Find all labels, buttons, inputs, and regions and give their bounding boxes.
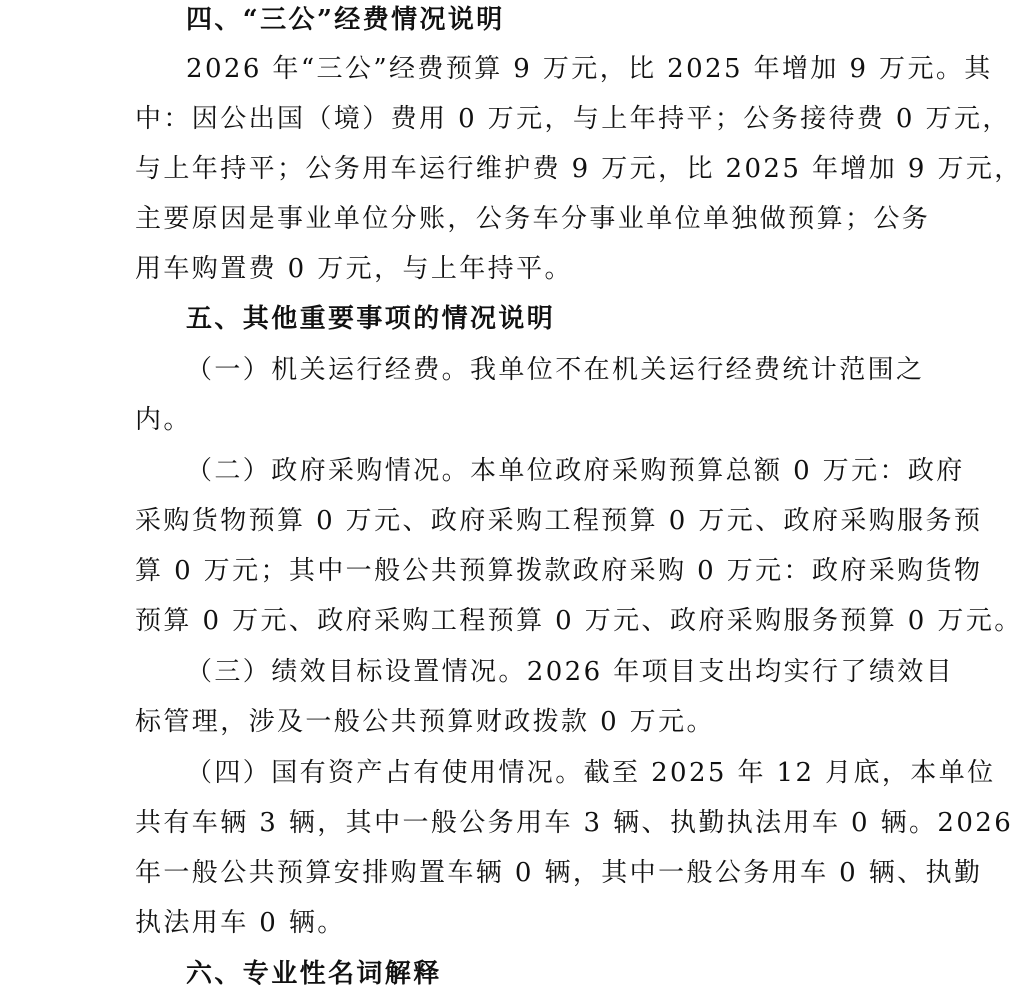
section-4-line-5: 用车购置费 0 万元，与上年持平。 — [135, 254, 573, 284]
section-4-heading: 四、“三公”经费情况说明 — [186, 5, 505, 35]
section-5-item-4-line-1: （四）国有资产占有使用情况。截至 2025 年 12 月底，本单位 — [186, 758, 996, 788]
section-4-line-4: 主要原因是事业单位分账，公务车分事业单位单独做预算；公务 — [135, 204, 931, 234]
section-5-item-3-line-2: 标管理，涉及一般公共预算财政拨款 0 万元。 — [135, 707, 715, 737]
section-5-item-1-line-1: （一）机关运行经费。我单位不在机关运行经费统计范围之 — [186, 355, 925, 385]
section-5-heading: 五、其他重要事项的情况说明 — [186, 304, 556, 334]
section-4-line-3: 与上年持平；公务用车运行维护费 9 万元，比 2025 年增加 9 万元， — [135, 154, 1023, 184]
section-5-item-2-line-3: 算 0 万元；其中一般公共预算拨款政府采购 0 万元：政府采购货物 — [135, 556, 983, 586]
section-5-item-4-line-4: 执法用车 0 辆。 — [135, 908, 346, 938]
section-4-line-2: 中：因公出国（境）费用 0 万元，与上年持平；公务接待费 0 万元， — [135, 104, 1011, 134]
section-5-item-4-line-2: 共有车辆 3 辆，其中一般公务用车 3 辆、执勤执法用车 0 辆。2026 — [135, 808, 1014, 838]
section-5-item-4-line-3: 年一般公共预算安排购置车辆 0 辆，其中一般公务用车 0 辆、执勤 — [135, 858, 983, 888]
section-5-item-1-line-2: 内。 — [135, 405, 192, 435]
section-5-item-2-line-1: （二）政府采购情况。本单位政府采购预算总额 0 万元：政府 — [186, 456, 965, 486]
section-5-item-2-line-4: 预算 0 万元、政府采购工程预算 0 万元、政府采购服务预算 0 万元。 — [135, 606, 1023, 636]
section-4-line-1: 2026 年“三公”经费预算 9 万元，比 2025 年增加 9 万元。其 — [186, 54, 993, 84]
section-5-item-3-line-1: （三）绩效目标设置情况。2026 年项目支出均实行了绩效目 — [186, 657, 955, 687]
section-6-heading: 六、专业性名词解释 — [186, 959, 442, 989]
section-5-item-2-line-2: 采购货物预算 0 万元、政府采购工程预算 0 万元、政府采购服务预 — [135, 506, 983, 536]
